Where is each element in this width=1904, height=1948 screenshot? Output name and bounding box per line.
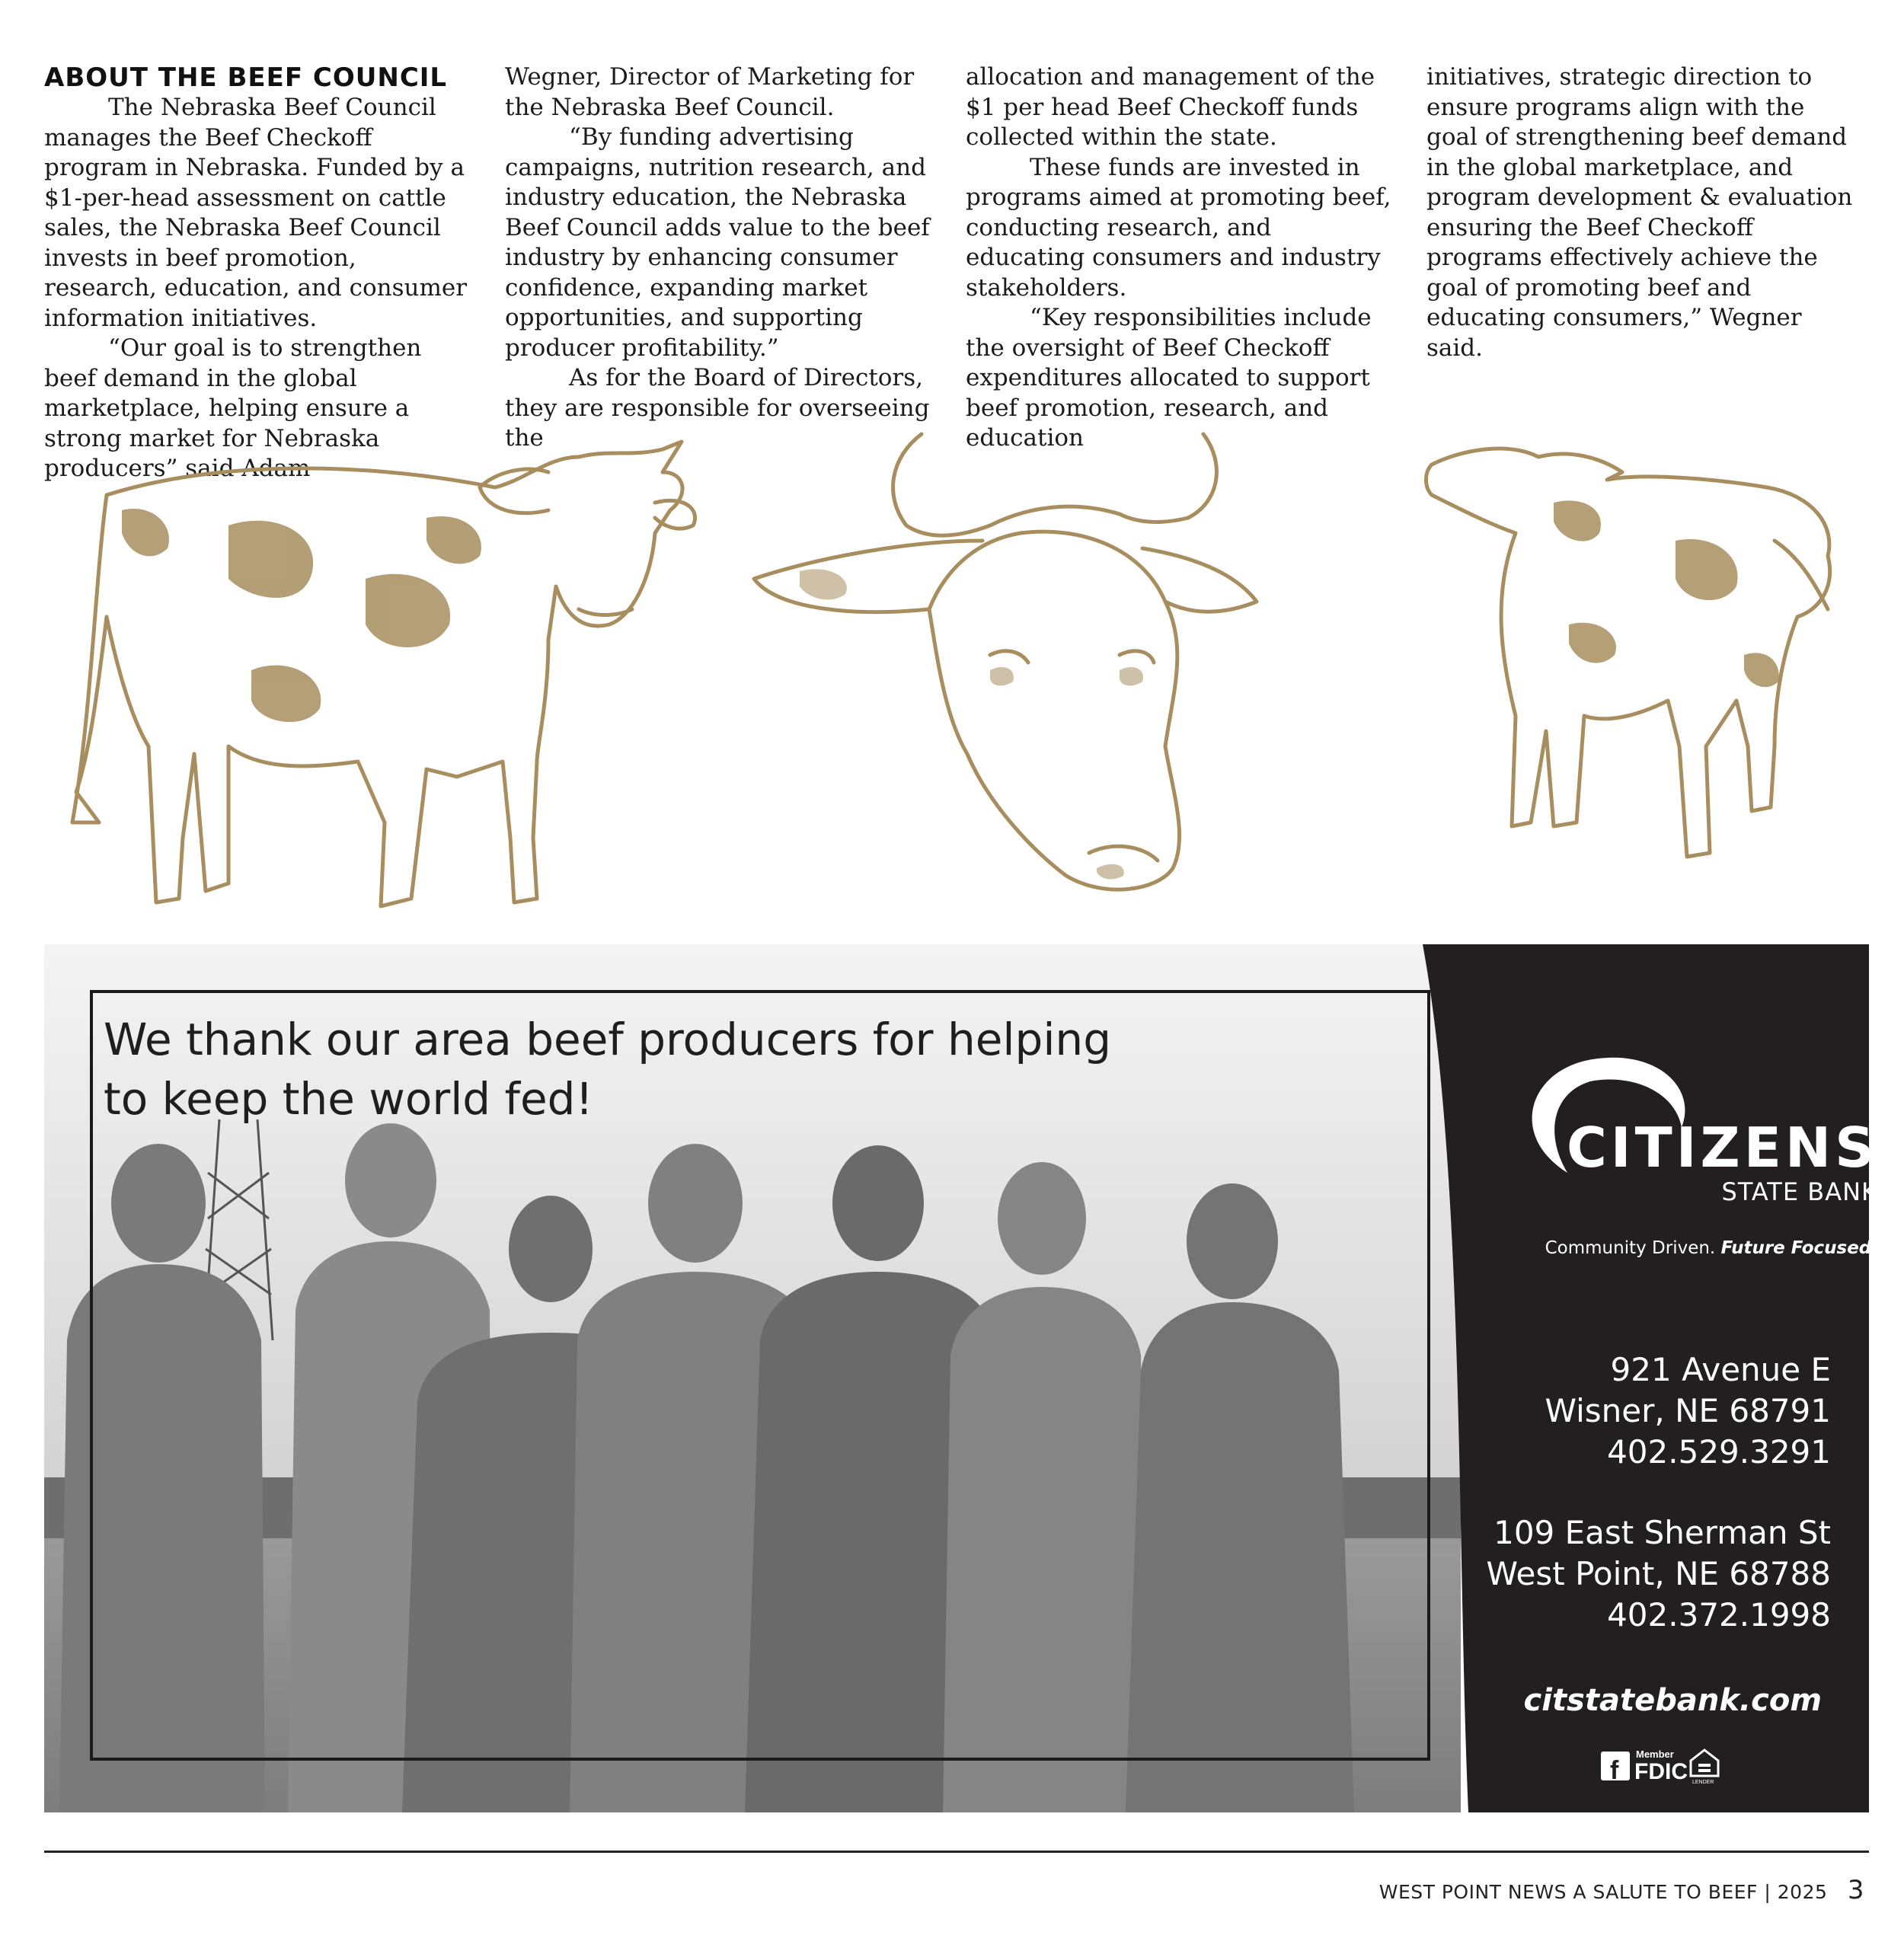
article-column-1 [44, 62, 471, 484]
address-city: West Point, NE 68788 [1486, 1555, 1831, 1592]
svg-text:LENDER: LENDER [1692, 1780, 1714, 1785]
cow-illustrations [0, 426, 1904, 944]
slogan-regular: Community Driven. [1545, 1238, 1716, 1258]
paragraph: “Our goal is to strengthen beef demand in the global marketplace, helping ensure a strong market for Nebraska producers” said Adam [44, 334, 422, 482]
facebook-icon [1601, 1752, 1630, 1785]
bank-slogan [1461, 1238, 1878, 1258]
paragraph: The Nebraska Beef Council manages the Beef Checkoff program in Nebraska. Funded by a $1-per-head assessment on cattle sales, the Nebraska Beef Council invests in beef promotion, research, education, and consumer information initiatives. [44, 94, 468, 332]
svg-text:Member: Member [1636, 1748, 1674, 1760]
footer-rule [44, 1851, 1869, 1853]
paragraph: initiatives, strategic direction to ensure programs align with the goal of strengthening beef demand in the global marketplace, and program development & evaluation ensuring the Beef Checkoff programs effectively achieve the goal of promoting beef and educating consumers,” Wegner said. [1426, 63, 1853, 362]
article-column-2 [505, 62, 931, 454]
article [44, 62, 1872, 482]
bank-website: citstatebank.com [1523, 1683, 1822, 1718]
ad-tagline [104, 1010, 1170, 1129]
calf-spots [1554, 500, 1779, 687]
article-column-3 [966, 62, 1392, 454]
location-wisner [1461, 1349, 1831, 1473]
svg-text:FDIC: FDIC [1634, 1759, 1688, 1784]
slogan-bold: Future Focused. [1720, 1238, 1878, 1258]
publication-year: 2025 [1777, 1881, 1828, 1903]
paragraph: These funds are invested in programs aimed at promoting beef, conducting research, and educating consumers and industry stakeholders. [966, 153, 1391, 302]
ad-tagline-line-1: We thank our area beef producers for helping [104, 1014, 1112, 1065]
paragraph: “By funding advertising campaigns, nutrition research, and industry education, the Nebraska Beef Council adds value to the beef industry by enhancing consumer confidence, expanding market opportunities, and supporting producer profitability.” [505, 123, 930, 362]
location-west-point [1461, 1512, 1831, 1636]
phone-number: 402.529.3291 [1607, 1433, 1831, 1471]
calf-illustration [1426, 449, 1830, 857]
phone-number: 402.372.1998 [1607, 1596, 1831, 1633]
publication-name: WEST POINT NEWS A SALUTE TO BEEF [1378, 1881, 1758, 1903]
standing-cow-illustration [72, 442, 695, 906]
paragraph: As for the Board of Directors, they are responsible for overseeing the [505, 364, 930, 452]
ad-tagline-line-2: to keep the world fed! [104, 1073, 593, 1125]
page-number: 3 [1847, 1875, 1864, 1905]
address-city: Wisner, NE 68791 [1545, 1392, 1831, 1429]
paragraph: Wegner, Director of Marketing for the Nebraska Beef Council. [505, 63, 915, 121]
address-street: 921 Avenue E [1610, 1351, 1831, 1388]
footer-separator: | [1764, 1881, 1771, 1903]
paragraph: allocation and management of the $1 per head Beef Checkoff funds collected within the state. [966, 63, 1375, 151]
article-column-4 [1426, 62, 1853, 363]
address-street: 109 East Sherman St [1493, 1514, 1831, 1551]
cow-head-shading [800, 569, 1143, 879]
citizens-state-bank-ad [44, 944, 1878, 1812]
cow-head-illustration [754, 434, 1257, 889]
article-headline: ABOUT THE BEEF COUNCIL [44, 62, 448, 93]
page-footer [1379, 1875, 1864, 1905]
bank-logo-text [1505, 1118, 1878, 1206]
bank-name-sub: STATE BANK [1721, 1177, 1878, 1206]
cow-spots [122, 509, 481, 722]
bank-name: CITIZENS [1566, 1116, 1878, 1180]
svg-text:f: f [1610, 1756, 1619, 1785]
paragraph: “Key responsibilities include the oversight of Beef Checkoff expenditures allocated to support beef promotion, research, and education [966, 304, 1372, 452]
